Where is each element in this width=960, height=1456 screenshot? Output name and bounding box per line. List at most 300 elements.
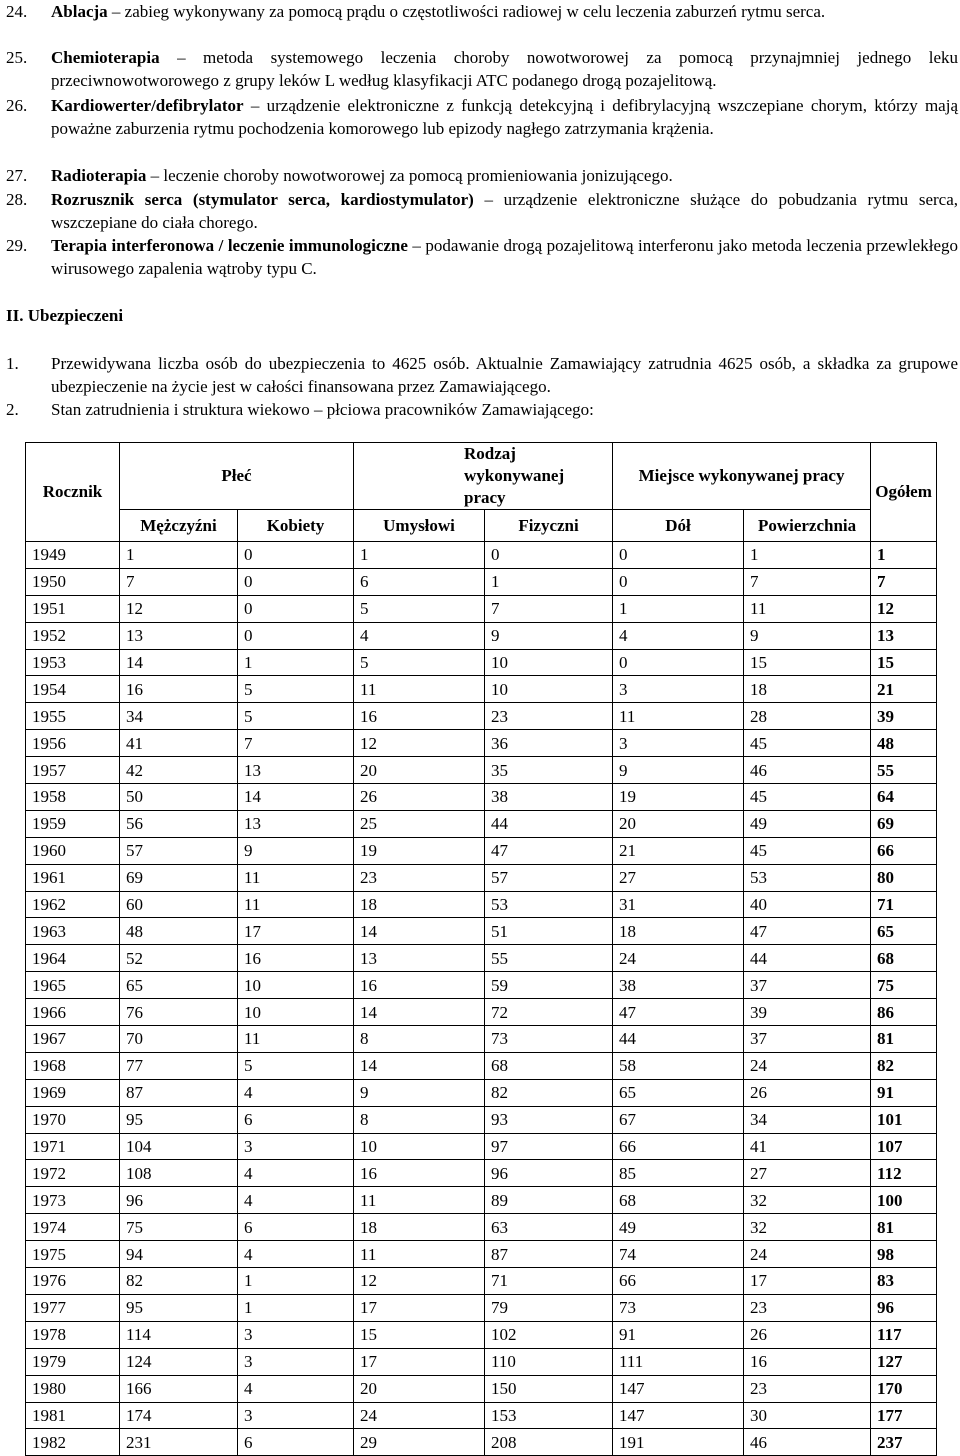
cell-powierzchnia: 18 [744, 676, 871, 703]
cell-dol: 68 [613, 1187, 744, 1214]
cell-fizyczni: 9 [485, 622, 613, 649]
cell-rocznik: 1981 [26, 1402, 120, 1429]
cell-mezczyzni: 57 [120, 837, 238, 864]
definition-text: – zabieg wykonywany za pomocą prądu o częstotliwości radiowej w celu leczenia zaburzeń rytmu serca. [107, 2, 826, 21]
table-row [26, 1241, 937, 1268]
cell-kobiety: 9 [238, 837, 354, 864]
cell-ogolem: 66 [871, 837, 937, 864]
cell-fizyczni: 153 [485, 1402, 613, 1429]
cell-ogolem: 81 [871, 1026, 937, 1053]
cell-fizyczni: 73 [485, 1026, 613, 1053]
cell-fizyczni: 79 [485, 1294, 613, 1321]
definition-number: 27. [6, 166, 28, 185]
table-row [26, 1348, 937, 1375]
cell-kobiety: 3 [238, 1133, 354, 1160]
table-row [26, 730, 937, 757]
cell-fizyczni: 44 [485, 810, 613, 837]
cell-dol: 1 [613, 595, 744, 622]
cell-umyslowi: 17 [354, 1294, 485, 1321]
cell-umyslowi: 18 [354, 891, 485, 918]
intro-number: 1. [6, 354, 19, 373]
cell-powierzchnia: 47 [744, 918, 871, 945]
cell-powierzchnia: 40 [744, 891, 871, 918]
cell-fizyczni: 7 [485, 595, 613, 622]
table-row [26, 1268, 937, 1295]
cell-umyslowi: 16 [354, 1160, 485, 1187]
cell-powierzchnia: 27 [744, 1160, 871, 1187]
cell-powierzchnia: 46 [744, 757, 871, 784]
cell-mezczyzni: 56 [120, 810, 238, 837]
cell-mezczyzni: 52 [120, 945, 238, 972]
cell-fizyczni: 0 [485, 542, 613, 569]
cell-rocznik: 1954 [26, 676, 120, 703]
cell-rocznik: 1959 [26, 810, 120, 837]
cell-kobiety: 10 [238, 972, 354, 999]
cell-kobiety: 10 [238, 999, 354, 1026]
cell-ogolem: 101 [871, 1106, 937, 1133]
cell-dol: 0 [613, 542, 744, 569]
definition-text: – urządzenie elektroniczne z funkcją detekcyjną i defibrylacyjną wszczepiane chorym, którzy mają poważne zaburzenia rytmu pochodzenia komorowego lub epizody nagłego zatrzymania krążenia. [51, 96, 958, 138]
cell-mezczyzni: 124 [120, 1348, 238, 1375]
table-row [26, 1375, 937, 1402]
cell-rocznik: 1971 [26, 1133, 120, 1160]
cell-ogolem: 12 [871, 595, 937, 622]
cell-kobiety: 0 [238, 595, 354, 622]
cell-dol: 65 [613, 1079, 744, 1106]
cell-fizyczni: 150 [485, 1375, 613, 1402]
table-row [26, 1160, 937, 1187]
cell-ogolem: 64 [871, 784, 937, 811]
cell-powierzchnia: 24 [744, 1052, 871, 1079]
cell-fizyczni: 68 [485, 1052, 613, 1079]
cell-fizyczni: 97 [485, 1133, 613, 1160]
definition-text: – urządzenie elektroniczne służące do pobudzania rytmu serca, wszczepiane do ciała chorego. [51, 190, 959, 232]
cell-ogolem: 80 [871, 864, 937, 891]
cell-ogolem: 170 [871, 1375, 937, 1402]
cell-powierzchnia: 23 [744, 1375, 871, 1402]
definition-term: Kardiowerter/defibrylator [51, 96, 244, 115]
cell-ogolem: 112 [871, 1160, 937, 1187]
cell-umyslowi: 29 [354, 1429, 485, 1456]
cell-rocznik: 1949 [26, 542, 120, 569]
cell-dol: 0 [613, 568, 744, 595]
cell-kobiety: 4 [238, 1375, 354, 1402]
table-row [26, 757, 937, 784]
cell-ogolem: 82 [871, 1052, 937, 1079]
cell-rocznik: 1965 [26, 972, 120, 999]
cell-fizyczni: 10 [485, 649, 613, 676]
definition-number: 26. [6, 96, 28, 115]
cell-umyslowi: 9 [354, 1079, 485, 1106]
cell-mezczyzni: 114 [120, 1321, 238, 1348]
cell-powierzchnia: 16 [744, 1348, 871, 1375]
cell-ogolem: 107 [871, 1133, 937, 1160]
cell-powierzchnia: 15 [744, 649, 871, 676]
header-ogolem: Ogółem [871, 443, 937, 542]
cell-dol: 11 [613, 703, 744, 730]
cell-umyslowi: 11 [354, 1241, 485, 1268]
cell-rocznik: 1969 [26, 1079, 120, 1106]
cell-rocznik: 1951 [26, 595, 120, 622]
cell-mezczyzni: 75 [120, 1214, 238, 1241]
cell-ogolem: 83 [871, 1268, 937, 1295]
cell-fizyczni: 208 [485, 1429, 613, 1456]
cell-ogolem: 1 [871, 542, 937, 569]
cell-kobiety: 0 [238, 542, 354, 569]
cell-kobiety: 11 [238, 1026, 354, 1053]
definition-term: Radioterapia [51, 166, 147, 185]
cell-mezczyzni: 41 [120, 730, 238, 757]
cell-ogolem: 100 [871, 1187, 937, 1214]
cell-rocznik: 1957 [26, 757, 120, 784]
cell-powierzchnia: 26 [744, 1079, 871, 1106]
cell-ogolem: 55 [871, 757, 937, 784]
cell-rocznik: 1980 [26, 1375, 120, 1402]
table-row [26, 1402, 937, 1429]
intro-text: Stan zatrudnienia i struktura wiekowo – płciowa pracowników Zamawiającego: [51, 400, 594, 419]
cell-fizyczni: 102 [485, 1321, 613, 1348]
cell-fizyczni: 10 [485, 676, 613, 703]
table-row [26, 649, 937, 676]
cell-umyslowi: 25 [354, 810, 485, 837]
table-row [26, 918, 937, 945]
cell-kobiety: 7 [238, 730, 354, 757]
cell-kobiety: 11 [238, 864, 354, 891]
cell-mezczyzni: 14 [120, 649, 238, 676]
cell-kobiety: 0 [238, 622, 354, 649]
cell-mezczyzni: 65 [120, 972, 238, 999]
cell-kobiety: 16 [238, 945, 354, 972]
cell-mezczyzni: 42 [120, 757, 238, 784]
table-row [26, 810, 937, 837]
definition-text: – podawanie drogą pozajelitową interferonu jako metoda leczenia przewlekłego wirusowego zapalenia wątroby typu C. [51, 236, 958, 278]
cell-fizyczni: 59 [485, 972, 613, 999]
cell-dol: 147 [613, 1402, 744, 1429]
cell-dol: 24 [613, 945, 744, 972]
cell-fizyczni: 35 [485, 757, 613, 784]
cell-rocznik: 1963 [26, 918, 120, 945]
cell-umyslowi: 16 [354, 703, 485, 730]
cell-umyslowi: 26 [354, 784, 485, 811]
table-row [26, 595, 937, 622]
cell-mezczyzni: 34 [120, 703, 238, 730]
cell-rocznik: 1972 [26, 1160, 120, 1187]
cell-fizyczni: 89 [485, 1187, 613, 1214]
cell-powierzchnia: 30 [744, 1402, 871, 1429]
definition-term: Terapia interferonowa / leczenie immunologiczne [51, 236, 408, 255]
cell-rocznik: 1975 [26, 1241, 120, 1268]
cell-kobiety: 0 [238, 568, 354, 595]
cell-powierzchnia: 45 [744, 730, 871, 757]
cell-mezczyzni: 95 [120, 1106, 238, 1133]
cell-mezczyzni: 166 [120, 1375, 238, 1402]
cell-ogolem: 15 [871, 649, 937, 676]
cell-powierzchnia: 24 [744, 1241, 871, 1268]
cell-umyslowi: 12 [354, 1268, 485, 1295]
definition-text: – leczenie choroby nowotworowej za pomocą promieniowania jonizującego. [146, 166, 673, 185]
header-powierzchnia: Powierzchnia [744, 510, 871, 542]
cell-ogolem: 69 [871, 810, 937, 837]
cell-umyslowi: 18 [354, 1214, 485, 1241]
cell-ogolem: 81 [871, 1214, 937, 1241]
cell-rocznik: 1953 [26, 649, 120, 676]
cell-umyslowi: 10 [354, 1133, 485, 1160]
table-row [26, 1294, 937, 1321]
table-row [26, 891, 937, 918]
cell-mezczyzni: 95 [120, 1294, 238, 1321]
cell-rocznik: 1967 [26, 1026, 120, 1053]
definition-27 [6, 164, 958, 187]
section-heading: II. Ubezpieczeni [6, 306, 124, 325]
cell-powierzchnia: 41 [744, 1133, 871, 1160]
cell-mezczyzni: 7 [120, 568, 238, 595]
cell-umyslowi: 20 [354, 757, 485, 784]
cell-dol: 27 [613, 864, 744, 891]
cell-mezczyzni: 12 [120, 595, 238, 622]
cell-rocznik: 1960 [26, 837, 120, 864]
cell-kobiety: 5 [238, 676, 354, 703]
header-plec: Płeć [120, 443, 354, 510]
definition-26 [6, 94, 958, 140]
cell-umyslowi: 14 [354, 1052, 485, 1079]
cell-powierzchnia: 49 [744, 810, 871, 837]
definition-number: 24. [6, 2, 28, 21]
cell-ogolem: 65 [871, 918, 937, 945]
cell-kobiety: 3 [238, 1348, 354, 1375]
header-kobiety: Kobiety [238, 510, 354, 542]
staff-table-body [26, 542, 937, 1456]
table-row [26, 542, 937, 569]
cell-dol: 9 [613, 757, 744, 784]
cell-powierzchnia: 45 [744, 837, 871, 864]
table-row [26, 837, 937, 864]
cell-dol: 3 [613, 676, 744, 703]
cell-ogolem: 98 [871, 1241, 937, 1268]
cell-powierzchnia: 9 [744, 622, 871, 649]
cell-rocznik: 1982 [26, 1429, 120, 1456]
table-row [26, 1026, 937, 1053]
cell-mezczyzni: 87 [120, 1079, 238, 1106]
cell-rocznik: 1950 [26, 568, 120, 595]
cell-umyslowi: 14 [354, 918, 485, 945]
cell-umyslowi: 16 [354, 972, 485, 999]
cell-fizyczni: 38 [485, 784, 613, 811]
cell-fizyczni: 93 [485, 1106, 613, 1133]
cell-rocznik: 1977 [26, 1294, 120, 1321]
cell-umyslowi: 4 [354, 622, 485, 649]
cell-rocznik: 1955 [26, 703, 120, 730]
cell-powierzchnia: 46 [744, 1429, 871, 1456]
cell-powierzchnia: 39 [744, 999, 871, 1026]
cell-powierzchnia: 26 [744, 1321, 871, 1348]
cell-dol: 67 [613, 1106, 744, 1133]
cell-fizyczni: 63 [485, 1214, 613, 1241]
cell-powierzchnia: 37 [744, 972, 871, 999]
cell-mezczyzni: 13 [120, 622, 238, 649]
cell-umyslowi: 11 [354, 676, 485, 703]
cell-dol: 0 [613, 649, 744, 676]
table-row [26, 1133, 937, 1160]
intro-number: 2. [6, 400, 19, 419]
cell-mezczyzni: 60 [120, 891, 238, 918]
table-row [26, 999, 937, 1026]
cell-dol: 49 [613, 1214, 744, 1241]
definition-number: 25. [6, 48, 28, 67]
cell-rocznik: 1979 [26, 1348, 120, 1375]
table-row [26, 945, 937, 972]
cell-kobiety: 6 [238, 1214, 354, 1241]
table-row [26, 1052, 937, 1079]
intro-item-1 [6, 352, 958, 398]
intro-text: Przewidywana liczba osób do ubezpieczenia to 4625 osób. Aktualnie Zamawiający zatrudnia 4625 osób, a składka za grupowe ubezpieczenie na życie jest w całości finansowana przez Zamawiającego. [51, 354, 958, 396]
cell-mezczyzni: 16 [120, 676, 238, 703]
cell-rocznik: 1956 [26, 730, 120, 757]
cell-powierzchnia: 45 [744, 784, 871, 811]
cell-mezczyzni: 70 [120, 1026, 238, 1053]
table-row [26, 972, 937, 999]
cell-fizyczni: 72 [485, 999, 613, 1026]
cell-dol: 147 [613, 1375, 744, 1402]
cell-powierzchnia: 53 [744, 864, 871, 891]
cell-rocznik: 1966 [26, 999, 120, 1026]
definition-number: 29. [6, 236, 28, 255]
cell-mezczyzni: 174 [120, 1402, 238, 1429]
cell-ogolem: 48 [871, 730, 937, 757]
cell-dol: 191 [613, 1429, 744, 1456]
cell-kobiety: 1 [238, 1268, 354, 1295]
cell-rocznik: 1952 [26, 622, 120, 649]
definition-text: – metoda systemowego leczenia choroby nowotworowej za pomocą przynajmniej jednego leku przeciwnowotworowego z grupy leków L według klasyfikacji ATC podanego drogą pozajelitową. [51, 48, 958, 90]
cell-mezczyzni: 1 [120, 542, 238, 569]
definition-number: 28. [6, 190, 28, 209]
cell-ogolem: 237 [871, 1429, 937, 1456]
cell-powierzchnia: 11 [744, 595, 871, 622]
cell-umyslowi: 11 [354, 1187, 485, 1214]
definition-term: Chemioterapia [51, 48, 160, 67]
cell-umyslowi: 5 [354, 595, 485, 622]
cell-umyslowi: 13 [354, 945, 485, 972]
cell-umyslowi: 1 [354, 542, 485, 569]
cell-umyslowi: 20 [354, 1375, 485, 1402]
cell-fizyczni: 71 [485, 1268, 613, 1295]
cell-umyslowi: 8 [354, 1106, 485, 1133]
cell-kobiety: 13 [238, 810, 354, 837]
cell-fizyczni: 1 [485, 568, 613, 595]
table-row [26, 568, 937, 595]
cell-kobiety: 1 [238, 1294, 354, 1321]
cell-umyslowi: 5 [354, 649, 485, 676]
cell-dol: 21 [613, 837, 744, 864]
cell-fizyczni: 47 [485, 837, 613, 864]
cell-rocznik: 1976 [26, 1268, 120, 1295]
cell-ogolem: 86 [871, 999, 937, 1026]
cell-dol: 3 [613, 730, 744, 757]
header-miejsce-pracy: Miejsce wykonywanej pracy [613, 443, 871, 510]
cell-rocznik: 1970 [26, 1106, 120, 1133]
cell-dol: 66 [613, 1133, 744, 1160]
cell-ogolem: 91 [871, 1079, 937, 1106]
cell-dol: 44 [613, 1026, 744, 1053]
cell-ogolem: 127 [871, 1348, 937, 1375]
cell-dol: 58 [613, 1052, 744, 1079]
cell-umyslowi: 15 [354, 1321, 485, 1348]
definition-term: Rozrusznik serca (stymulator serca, kardiostymulator) [51, 190, 474, 209]
cell-powierzchnia: 1 [744, 542, 871, 569]
cell-mezczyzni: 69 [120, 864, 238, 891]
cell-dol: 31 [613, 891, 744, 918]
cell-rocznik: 1968 [26, 1052, 120, 1079]
cell-kobiety: 14 [238, 784, 354, 811]
cell-powierzchnia: 17 [744, 1268, 871, 1295]
cell-ogolem: 39 [871, 703, 937, 730]
cell-ogolem: 75 [871, 972, 937, 999]
table-row [26, 784, 937, 811]
table-row [26, 1187, 937, 1214]
cell-rocznik: 1978 [26, 1321, 120, 1348]
cell-fizyczni: 82 [485, 1079, 613, 1106]
cell-mezczyzni: 82 [120, 1268, 238, 1295]
cell-dol: 111 [613, 1348, 744, 1375]
cell-dol: 47 [613, 999, 744, 1026]
cell-dol: 66 [613, 1268, 744, 1295]
table-row [26, 622, 937, 649]
cell-kobiety: 4 [238, 1241, 354, 1268]
table-row [26, 1214, 937, 1241]
cell-fizyczni: 96 [485, 1160, 613, 1187]
cell-dol: 38 [613, 972, 744, 999]
cell-umyslowi: 17 [354, 1348, 485, 1375]
cell-dol: 20 [613, 810, 744, 837]
cell-rocznik: 1964 [26, 945, 120, 972]
table-row [26, 1429, 937, 1456]
cell-fizyczni: 53 [485, 891, 613, 918]
staff-table [25, 442, 937, 1456]
cell-umyslowi: 24 [354, 1402, 485, 1429]
table-row [26, 703, 937, 730]
table-row [26, 676, 937, 703]
table-row [26, 1106, 937, 1133]
cell-rocznik: 1961 [26, 864, 120, 891]
cell-powierzchnia: 32 [744, 1187, 871, 1214]
cell-mezczyzni: 96 [120, 1187, 238, 1214]
cell-kobiety: 3 [238, 1402, 354, 1429]
definition-term: Ablacja [51, 2, 108, 21]
cell-fizyczni: 110 [485, 1348, 613, 1375]
cell-mezczyzni: 48 [120, 918, 238, 945]
cell-mezczyzni: 231 [120, 1429, 238, 1456]
cell-powierzchnia: 32 [744, 1214, 871, 1241]
cell-umyslowi: 23 [354, 864, 485, 891]
header-umyslowi: Umysłowi [354, 510, 485, 542]
cell-kobiety: 3 [238, 1321, 354, 1348]
cell-umyslowi: 6 [354, 568, 485, 595]
table-row [26, 864, 937, 891]
cell-fizyczni: 57 [485, 864, 613, 891]
cell-kobiety: 5 [238, 1052, 354, 1079]
cell-kobiety: 4 [238, 1187, 354, 1214]
cell-fizyczni: 23 [485, 703, 613, 730]
cell-fizyczni: 87 [485, 1241, 613, 1268]
cell-powierzchnia: 7 [744, 568, 871, 595]
cell-kobiety: 1 [238, 649, 354, 676]
cell-mezczyzni: 94 [120, 1241, 238, 1268]
cell-powierzchnia: 23 [744, 1294, 871, 1321]
cell-mezczyzni: 77 [120, 1052, 238, 1079]
cell-ogolem: 7 [871, 568, 937, 595]
header-rodzaj-pracy: Rodzaj wykonywanej pracy [354, 443, 613, 510]
cell-kobiety: 13 [238, 757, 354, 784]
cell-powierzchnia: 37 [744, 1026, 871, 1053]
